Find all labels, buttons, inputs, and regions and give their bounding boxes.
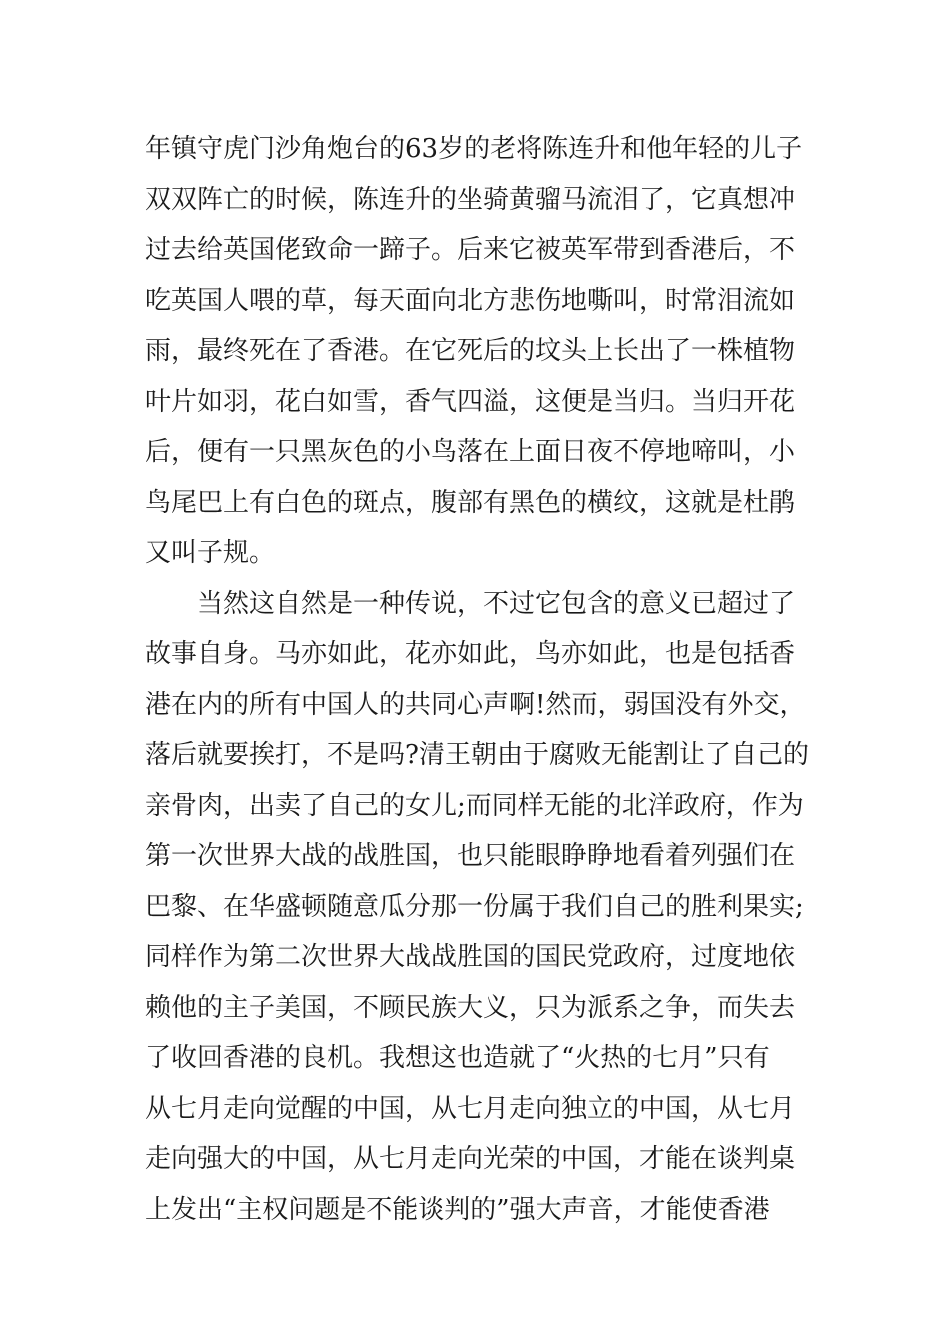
text-line: 走向强大的中国，从七月走向光荣的中国，才能在谈判桌 [145,1144,796,1174]
text-line: 年镇守虎门沙角炮台的63岁的老将陈连升和他年轻的儿子 [145,134,803,164]
text-line: 亲骨肉，出卖了自己的女儿;而同样无能的北洋政府，作为 [145,790,804,821]
text-line: 过去给英国佬致命一蹄子。后来它被英军带到香港后，不 [145,235,796,265]
text-line: 赖他的主子美国，不顾民族大义，只为派系之争，而失去 [145,992,796,1023]
text-line: 了收回香港的良机。我想这也造就了“火热的七月”只有 [145,1043,770,1073]
text-line: 上发出“主权问题是不能谈判的”强大声音，才能使香港 [145,1194,770,1225]
text-line: 又叫子规。 [145,538,276,568]
text-line: 吃英国人喂的草，每天面向北方悲伤地嘶叫，时常泪流如 [145,285,796,316]
text-line: 后，便有一只黑灰色的小鸟落在上面日夜不停地啼叫，小 [145,437,796,467]
text-line: 叶片如羽，花白如雪，香气四溢，这便是当归。当归开花 [145,386,796,417]
text-line: 落后就要挨打，不是吗?清王朝由于腐败无能割让了自己的 [145,740,809,770]
text-line: 第一次世界大战的战胜国，也只能眼睁睁地看着列强们在 [145,841,796,871]
text-line: 港在内的所有中国人的共同心声啊!然而，弱国没有外交， [145,689,806,720]
text-line: 故事自身。马亦如此，花亦如此，鸟亦如此，也是包括香 [145,639,796,669]
text-line: 鸟尾巴上有白色的斑点，腹部有黑色的横纹，这就是杜鹃 [145,487,796,518]
text-line: 从七月走向觉醒的中国，从七月走向独立的中国，从七月 [145,1093,796,1124]
text-line: 雨，最终死在了香港。在它死后的坟头上长出了一株植物 [145,336,796,366]
text-line: 同样作为第二次世界大战战胜国的国民党政府，过度地依 [145,942,796,972]
text-line: 巴黎、在华盛顿随意瓜分那一份属于我们自己的胜利果实; [145,891,804,922]
body-text [145,124,810,1235]
paragraph-start-line: 当然这自然是一种传说，不过它包含的意义已超过了 [197,588,796,619]
text-line: 双双阵亡的时候，陈连升的坐骑黄骝马流泪了，它真想冲 [145,184,796,215]
